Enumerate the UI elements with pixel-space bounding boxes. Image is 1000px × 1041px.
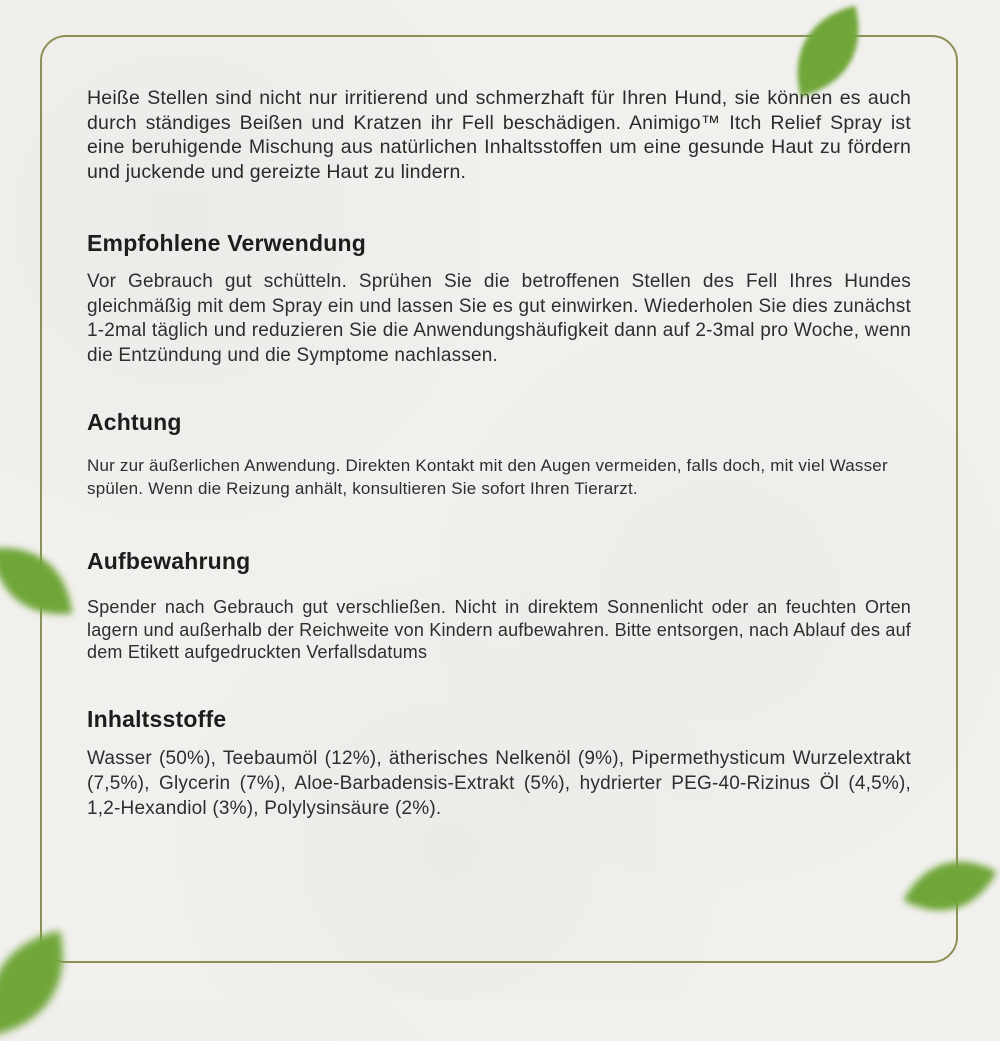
paragraph-inhaltsstoffe: Wasser (50%), Teebaumöl (12%), ätherisches Nelkenöl (9%), Pipermethysticum Wurzelextrakt (7,5%), Glycerin (7%), Aloe-Barbadensis-Extrakt (5%), hydrierter PEG-40-Rizinus Öl (4,5%), 1,2-Hexandiol (3%), Polylysinsäure (2%). xyxy=(87,747,911,819)
info-card xyxy=(40,35,958,963)
paragraph-aufbewahrung: Spender nach Gebrauch gut verschließen. Nicht in direktem Sonnenlicht oder an feuchten Orten lagern und außerhalb der Reichweite von Kindern aufbewahren. Bitte entsorgen, nach Ablauf des auf dem Etikett aufgedruckten Verfallsdatums xyxy=(87,597,911,662)
paragraph-achtung: Nur zur äußerlichen Anwendung. Direkten Kontakt mit den Augen vermeiden, falls doch, mit viel Wasser spülen. Wenn die Reizung anhält, konsultieren Sie sofort Ihren Tierarzt. xyxy=(87,456,888,498)
heading-empfohlene-verwendung: Empfohlene Verwendung xyxy=(87,230,366,256)
paragraph-empfohlene-verwendung: Vor Gebrauch gut schütteln. Sprühen Sie die betroffenen Stellen des Fell Ihres Hundes gleichmäßig mit dem Spray ein und lassen Sie es gut einwirken. Wiederholen Sie dies zunächst 1-2mal täglich und reduzieren Sie die Anwendungshäufigkeit dann auf 2-3mal pro Woche, wenn die Entzündung und die Symptome nachlassen. xyxy=(87,271,911,366)
heading-aufbewahrung: Aufbewahrung xyxy=(87,548,251,574)
intro-paragraph: Heiße Stellen sind nicht nur irritierend und schmerzhaft für Ihren Hund, sie können es auch durch ständiges Beißen und Kratzen ihr Fell beschädigen. Animigo™ Itch Relief Spray ist eine beruhigende Mischung aus natürlichen Inhaltsstoffen um eine gesunde Haut zu fördern und juckende und gereizte Haut zu lindern. xyxy=(87,87,911,183)
heading-inhaltsstoffe: Inhaltsstoffe xyxy=(87,705,227,732)
leaf-icon xyxy=(0,538,74,624)
heading-achtung: Achtung xyxy=(87,409,182,435)
